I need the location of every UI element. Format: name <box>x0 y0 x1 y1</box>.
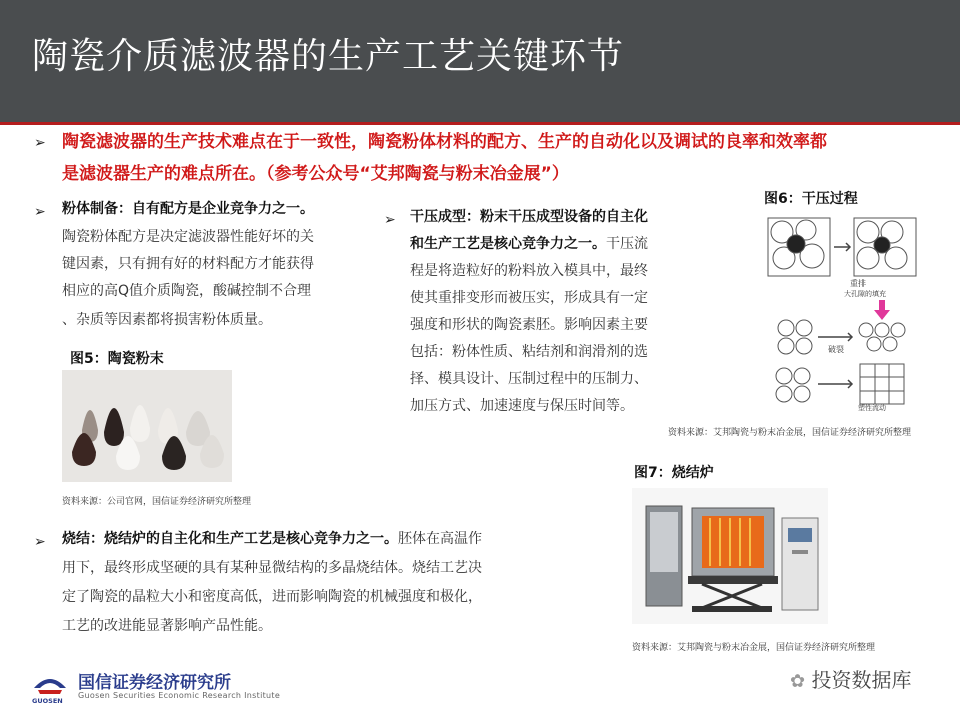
figure5-caption: 图5：陶瓷粉末 <box>70 351 164 367</box>
header-divider <box>0 122 960 125</box>
press-line-4: 包括：粉体性质、粘结剂和润滑剂的选 <box>410 344 648 360</box>
press-line-3: 强度和形状的陶瓷素胚。影响因素主要 <box>410 317 648 333</box>
watermark-text: 投资数据库 <box>811 668 912 692</box>
press-line-6: 加压方式、加速速度与保压时间等。 <box>410 398 634 414</box>
powder-line-4: 、杂质等因素都将损害粉体质量。 <box>62 312 272 328</box>
bullet-arrow-icon: ➢ <box>34 204 46 220</box>
logo-text: GUOSEN <box>32 697 63 705</box>
diagram-label-large-pore: 大孔隙的填充 <box>844 290 886 298</box>
bullet-arrow-icon: ➢ <box>34 135 46 151</box>
diagram-label-plastic-flow: 塑性流动 <box>858 404 886 412</box>
press-title-bold: 和生产工艺是核心竞争力之一。 <box>410 236 606 252</box>
figure5-source: 资料来源：公司官网，国信证券经济研究所整理 <box>62 497 252 507</box>
press-title-line-2 <box>410 231 648 258</box>
press-line-1: 程是将造粒好的粉料放入模具中，最终 <box>410 263 648 279</box>
diagram-label-rearrange: 重排 <box>850 279 866 288</box>
dry-press-diagram <box>762 212 932 416</box>
press-title-rest: 干压流 <box>606 236 648 252</box>
powder-line-2: 键因素，只有拥有好的材料配方才能获得 <box>62 256 314 272</box>
sinter-line-3: 工艺的改进能显著影响产品性能。 <box>62 618 272 634</box>
figure7-source: 资料来源：艾邦陶瓷与粉末冶金展，国信证券经济研究所整理 <box>632 643 876 653</box>
diagram-label-fracture: 破裂 <box>828 345 844 354</box>
institute-english-name: Guosen Securities Economic Research Institute <box>78 691 281 700</box>
powder-line-3: 相应的高Q值介质陶瓷，酸碱控制不合理 <box>62 283 312 299</box>
sinter-line-2: 定了陶瓷的晶粒大小和密度高低，进而影响陶瓷的机械强度和极化， <box>62 589 482 605</box>
bullet-arrow-icon: ➢ <box>34 534 46 550</box>
intro-line-2: 是滤波器生产的难点所在。（参考公众号“艾邦陶瓷与粉末冶金展”） <box>62 164 569 184</box>
press-title-line-1: 干压成型：粉末干压成型设备的自主化 <box>410 209 648 225</box>
press-line-5: 择、模具设计、压制过程中的压制力、 <box>410 371 648 387</box>
figure6-source: 资料来源：艾邦陶瓷与粉末冶金展，国信证券经济研究所整理 <box>668 428 912 438</box>
institute-name: 国信证券经济研究所 <box>78 673 231 693</box>
guosen-logo <box>30 666 70 706</box>
figure6-caption: 图6：干压过程 <box>764 191 858 207</box>
press-line-2: 使其重排变形而被压实，形成具有一定 <box>410 290 648 306</box>
figure7-caption: 图7：烧结炉 <box>634 465 714 481</box>
sinter-title: 烧结：烧结炉的自主化和生产工艺是核心竞争力之一。 <box>62 531 398 547</box>
page-title: 陶瓷介质滤波器的生产工艺关键环节 <box>32 36 625 77</box>
sinter-title-line <box>62 526 482 553</box>
title-banner <box>0 0 960 122</box>
powder-title: 粉体制备：自有配方是企业竞争力之一。 <box>62 201 314 217</box>
sintering-furnace-photo <box>632 488 828 624</box>
ceramic-powder-photo <box>62 370 232 482</box>
powder-line-1: 陶瓷粉体配方是决定滤波器性能好坏的关 <box>62 229 314 245</box>
sinter-title-rest: 胚体在高温作 <box>398 531 482 547</box>
sinter-line-1: 用下，最终形成坚硬的具有某种显微结构的多晶烧结体。烧结工艺决 <box>62 560 482 576</box>
watermark <box>790 664 911 693</box>
bullet-arrow-icon: ➢ <box>384 212 396 228</box>
intro-line-1: 陶瓷滤波器的生产技术难点在于一致性，陶瓷粉体材料的配方、生产的自动化以及调试的良率和效率都 <box>62 132 827 152</box>
wechat-icon: ✿ <box>790 671 806 692</box>
